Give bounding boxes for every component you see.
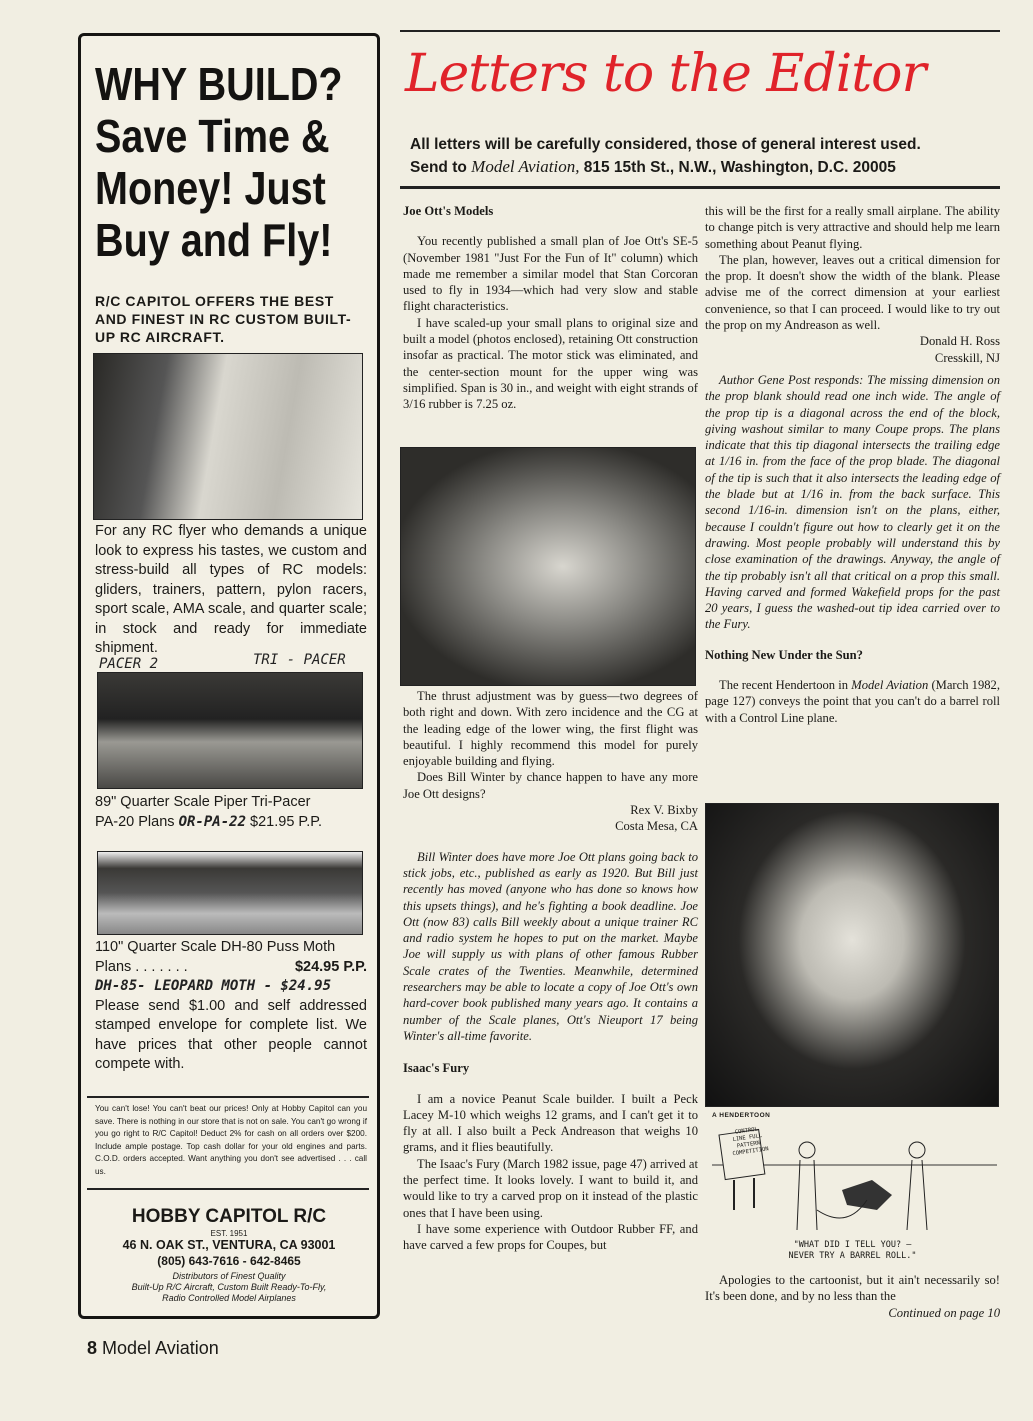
letter-paragraph: this will be the first for a really small airplane. The ability to change pitch is very attractive and should help me learn something about Peanut flying. [705, 204, 1000, 251]
divider [400, 30, 1000, 32]
headline-line: Buy and Fly! [95, 214, 333, 266]
divider [400, 186, 1000, 189]
caption-line: NEVER TRY A BARREL ROLL." [788, 1251, 917, 1261]
letter-paragraph: Does Bill Winter by chance happen to have any more Joe Ott designs? [403, 770, 698, 801]
item2-price-line [95, 958, 367, 978]
ad-subhead: R/C CAPITOL OFFERS THE BEST AND FINEST IN RC CUSTOM BUILT-UP RC AIRCRAFT. [95, 293, 352, 345]
letter-paragraph: I am a novice Peanut Scale builder. I built a Peck Lacey M-10 which weighs 12 grams, and I can't get it to fly at all. I also built a Peck Andreason that weighs 10 grams, and it flies beautifully. [403, 1091, 698, 1155]
barrel-roll-model-photo [705, 803, 999, 1107]
ad-fine-print: You can't lose! You can't beat our prices! Only at Hobby Capitol can you save. There is nothing in our store that is not on sale. You can't go wrong if you go right to R/C Capitol! Deduct 2% for cash on all orders over $200. Include ample postage. Top cash dollar for your old engines and parts. C.O.D. orders accepted. Want anything you don't see advertised . . . call us. [95, 1104, 367, 1176]
letter-paragraph: You recently published a small plan of Joe Ott's SE-5 (November 1981 "Just For the Fun of It" column) which made me remember a similar model that Stan Corcoran used to fly in 1934—which had very slow and stable flight characteristics. [403, 234, 698, 314]
handwritten-note: DH-85- LEOPARD MOTH - $24.95 [95, 978, 332, 994]
editor-reply: Author Gene Post responds: The missing dimension on the prop blank should read one inch wide. The angle of the prop tip is a diagonal across the end of the block, giving washout similar to many Coupe props. The plans indicate that this tip diagonal intersects the trailing edge at 1/16 in. from the face of the prop blade. The diagonal of the tip is such that it also intersects the leading edge of the blade but at 1/16 in. from the back surface. This second 1/16-in. dimension isn't on the plans, either, because I couldn't figure out how to clearly get it on the drawing. Most people probably will understand this by close examination of the drawings. Anyway, the angle of the tip probably isn't all that critical on a prop this small. Having carved and formed Wakefield props for the past 20 years, I guess the washed-out tip idea carried over to the Fury. [705, 372, 1000, 632]
intro-line [410, 156, 1000, 179]
handwritten-note: PACER 2 [99, 656, 159, 672]
item2-plans: Plans . . . . . . . [95, 958, 188, 975]
item1-price: $21.95 P.P. [250, 813, 323, 830]
item2-title: 110" Quarter Scale DH-80 Puss Moth [95, 939, 336, 955]
editor-reply: Bill Winter does have more Joe Ott plans going back to stick jobs, etc., published as early as 1920. But Bill just recently has moved (anyone who has done so knows how this upsets things), and he's fighting a book deadline. Joe Ott (now 83) calls Bill weekly about a unique trainer RC and radio system he hopes to put on the market. Maybe Joe will supply us with plans of other famous Rubber Scale crates of the Twenties. Meanwhile, determined researchers may be able to locate a copy of Joe Ott's own hard-cover book published many years ago. It contains a number of the Scale planes, Ott's Nieuport 17 being Winter's all-time favorite. [403, 849, 698, 1043]
divider [87, 1096, 369, 1098]
handwritten-note: TRI - PACER [253, 652, 346, 668]
ad-headline [95, 58, 343, 266]
letter-heading: Joe Ott's Models [403, 204, 494, 218]
text: The recent Hendertoon in [719, 678, 849, 693]
publication-name: Model Aviation, [471, 157, 580, 176]
tagline: Radio Controlled Model Airplanes [162, 1293, 296, 1303]
store-phone: (805) 643-7616 - 642-8465 [157, 1254, 301, 1268]
letter-paragraph: Apologies to the cartoonist, but it ain't necessarily so! It's been done, and by no less than the [705, 1273, 1000, 1304]
tagline: Distributors of Finest Quality [172, 1271, 286, 1281]
se5-model-photo [400, 447, 696, 686]
editor-address: 815 15th St., N.W., Washington, D.C. 20005 [583, 159, 896, 176]
item1-caption [95, 793, 367, 832]
item2-price: $24.95 P.P. [294, 958, 367, 975]
page-number: 8 [87, 1338, 98, 1358]
letter-isaac-fury-cont [705, 203, 1000, 726]
cartoon-credit: A HENDERTOON [712, 1112, 771, 1119]
letter-heading: Nothing New Under the Sun? [705, 647, 863, 662]
text: (March 1982, page 127) conveys the point that you can't do a barrel roll with a Control Line plane. [705, 678, 1000, 725]
cartoon-sign: CONTROL LINE FULL PATTERN COMPETITION [732, 1126, 770, 1158]
store-name: HOBBY CAPITOL R/C [131, 1206, 327, 1227]
letter-heading: Isaac's Fury [403, 1061, 470, 1076]
letter-paragraph: The plan, however, leaves out a critical dimension for the prop. It doesn't show the width of the blank. Please advise me of the correct dimension at your earliest convenience, so that I can proceed. I would like to try out the prop on my Andreason as well. [705, 252, 1000, 333]
divider [87, 1188, 369, 1190]
store-address: 46 N. OAK ST., VENTURA, CA 93001 [122, 1238, 336, 1252]
letter-paragraph [705, 677, 1000, 726]
letter-sun-cont [705, 1272, 1000, 1321]
intro-text: Send to [410, 159, 467, 176]
tri-pacer-photo [97, 672, 363, 789]
headline-line: Money! Just [95, 162, 326, 214]
item1-price-line [95, 813, 367, 833]
ad-closing: Please send $1.00 and self addressed stamped envelope for complete list. We have prices that other people cannot compete with. [95, 997, 367, 1072]
workshop-photo [93, 353, 363, 520]
handwritten-note: OR-PA-22 [178, 813, 246, 830]
headline-line: Save Time & [95, 110, 330, 162]
magazine-name: Model Aviation [102, 1338, 219, 1358]
item1-title: 89" Quarter Scale Piper Tri-Pacer [95, 794, 311, 810]
letter-paragraph: I have some experience with Outdoor Rubber FF, and have carved a few props for Coupes, but [403, 1221, 698, 1253]
letter-paragraph: The Isaac's Fury (March 1982 issue, page 47) arrived at the perfect time. It looks lovely. I want to build it, and would like to try a carved prop on it instead of the plastic ones that I have been using. [403, 1156, 698, 1220]
page-footer [87, 1338, 219, 1359]
signature-place: Cresskill, NJ [934, 350, 1000, 365]
signature-name: Donald H. Ross [919, 334, 1000, 349]
continued-link[interactable]: Continued on page 10 [888, 1305, 1000, 1320]
section-intro [410, 134, 1000, 179]
tagline: Built-Up R/C Aircraft, Custom Built Ready-To-Fly, [131, 1282, 327, 1292]
item1-plans: PA-20 Plans [95, 813, 175, 830]
ad-body: For any RC flyer who demands a unique look to express his tastes, we custom and stress-build all types of RC models: gliders, trainers, pattern, pylon racers, sport scale, AMA scale, and quarter scale; in stock and ready for immediate shipment. [95, 523, 367, 656]
letter-paragraph: I have scaled-up your small plans to original size and built a model (photos enclosed), retaining Ott construction insofar as practical. The motor stick was eliminated, and the center-section mount for the upper wing was simplified. Span is 30 in., and weight with eight strands of 3/16 rubber is 7.25 oz. [403, 315, 698, 412]
item2-caption [95, 938, 367, 1075]
established: EST. 1951 [210, 1229, 248, 1238]
headline-line: WHY BUILD? [95, 58, 343, 110]
signature-name: Rex V. Bixby [630, 803, 698, 818]
signature-place: Costa Mesa, CA [615, 819, 698, 834]
letter-paragraph: The thrust adjustment was by guess—two degrees of both right and down. With zero incidence and the CG at the leading edge of the lower wing, the first flight was beautiful. I highly recommend this model for purely enjoyable building and flying. [403, 689, 698, 769]
intro-line: All letters will be carefully considered, those of general interest used. [410, 136, 921, 153]
caption-line: "WHAT DID I TELL YOU? — [793, 1240, 912, 1250]
cartoon-caption [705, 1240, 1000, 1262]
hobby-capitol-advertisement [78, 33, 380, 1319]
puss-moth-photo [97, 851, 363, 935]
letter-joe-ott [403, 203, 698, 413]
publication-name: Model Aviation [851, 678, 929, 693]
letter-joe-ott-cont [403, 688, 698, 1254]
section-title: Letters to the Editor [405, 44, 926, 104]
